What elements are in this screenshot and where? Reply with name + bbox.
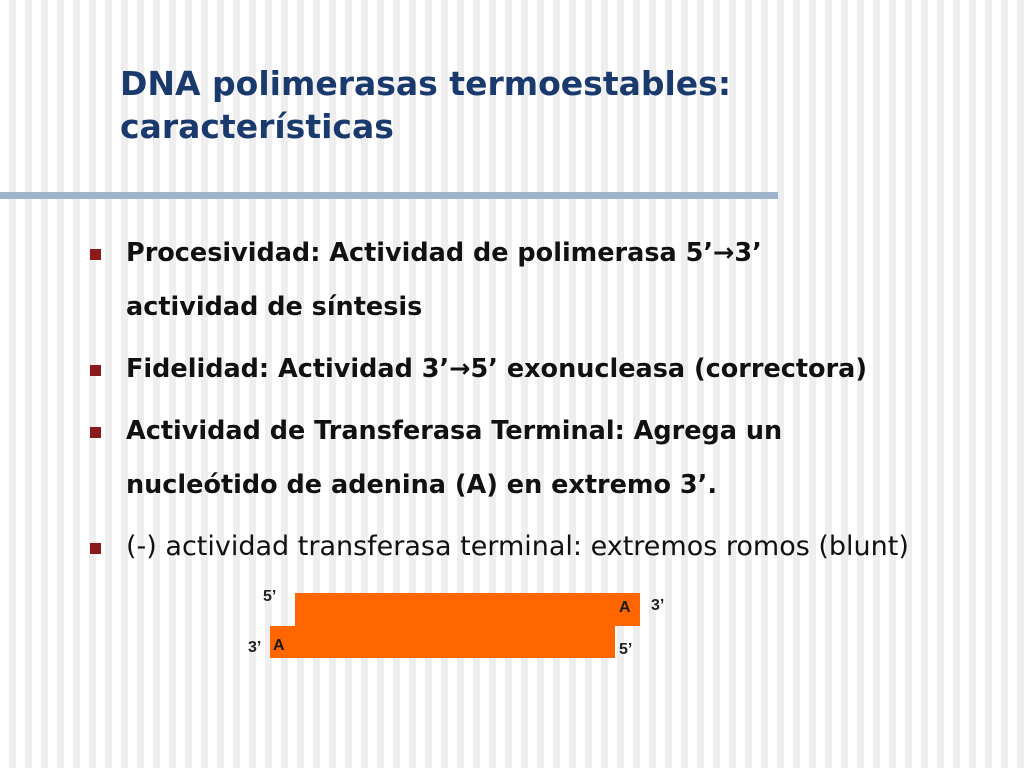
top-strand-5-prime-label: 5’ [263, 588, 277, 605]
bottom-strand-5-prime-label: 5’ [619, 641, 633, 658]
square-bullet-icon [90, 365, 101, 376]
slide-title [120, 62, 980, 148]
square-bullet-icon [90, 427, 101, 438]
top-adenine-overhang: A [619, 599, 631, 616]
bottom-adenine-overhang: A [273, 637, 285, 654]
square-bullet-icon [90, 249, 101, 260]
slide-title-line-2: características [120, 107, 394, 146]
top-strand [295, 593, 640, 626]
bullet-item-extremos-romos [88, 520, 1018, 574]
slide-title-line-1: DNA polimerasas termoestables: [120, 64, 732, 103]
bottom-strand [270, 626, 615, 658]
top-strand-3-prime-label: 3’ [651, 597, 665, 614]
bullet-text-line-2: nucleótido de adenina (A) en extremo 3’. [126, 470, 718, 500]
bullet-text-line-1: Fidelidad: Actividad 3’→5’ exonucleasa (correctora) [126, 354, 868, 384]
title-divider [0, 192, 778, 199]
bullet-item-fidelidad [88, 342, 1018, 396]
bullet-text-line-1: (-) actividad transferasa terminal: extremos romos (blunt) [126, 531, 909, 562]
bullet-text-line-2: actividad de síntesis [126, 292, 423, 322]
square-bullet-icon [90, 543, 101, 554]
bullet-text-line-1: Procesividad: Actividad de polimerasa 5’→3’ [126, 238, 762, 268]
bullet-item-procesividad [88, 226, 1018, 334]
bullet-list [88, 226, 1018, 582]
bullet-text-line-1: Actividad de Transferasa Terminal: Agrega un [126, 416, 783, 446]
bottom-strand-3-prime-label: 3’ [248, 639, 262, 656]
bullet-item-transferasa-terminal [88, 404, 1018, 512]
